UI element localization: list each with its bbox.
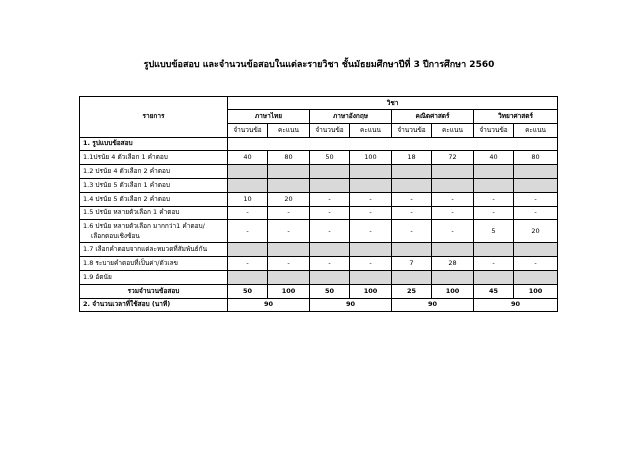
value-cell: - (474, 257, 514, 271)
value-cell (392, 243, 432, 257)
row-label-text: 1.6 ปรนัย หลายตัวเลือก มากกว่า1 คำตอบ/ (83, 222, 205, 231)
value-cell: - (432, 206, 474, 220)
row-label-text: 1.5 ปรนัย หลายตัวเลือก 1 คำตอบ (83, 208, 180, 217)
value-cell (432, 270, 474, 284)
value-cell: 80 (268, 151, 310, 165)
row-label-text: 1.9 อัตนัย (83, 272, 112, 281)
value-cell: - (514, 206, 558, 220)
time-value-cell: 90 (228, 298, 310, 312)
value-cell (514, 270, 558, 284)
value-cell: - (392, 192, 432, 206)
value-cell: - (310, 206, 350, 220)
value-cell (350, 165, 392, 179)
section-empty-cell (228, 137, 558, 151)
sub-col-score: คะแนน (514, 123, 558, 137)
table-row (80, 220, 558, 243)
row-header: รายการ (80, 97, 228, 138)
table-row (80, 206, 558, 220)
value-cell: 40 (474, 151, 514, 165)
value-cell (474, 178, 514, 192)
row-label-text: 1.1ปรนัย 4 ตัวเลือก 1 คำตอบ (83, 153, 168, 162)
value-cell (228, 178, 268, 192)
value-cell: 20 (268, 192, 310, 206)
table-row (80, 165, 558, 179)
row-label (80, 270, 228, 284)
value-cell: 80 (514, 151, 558, 165)
value-cell (514, 165, 558, 179)
sub-col-score: คะแนน (432, 123, 474, 137)
subject-header-math: คณิตศาสตร์ (392, 110, 474, 124)
value-cell: - (310, 220, 350, 243)
row-label-text: 1.3 ปรนัย 5 ตัวเลือก 1 คำตอบ (83, 180, 170, 189)
value-cell: - (228, 220, 268, 243)
value-cell: - (228, 257, 268, 271)
sub-col-score: คะแนน (350, 123, 392, 137)
value-cell: - (228, 206, 268, 220)
value-cell (310, 178, 350, 192)
value-cell: 10 (228, 192, 268, 206)
total-label: รวมจำนวนข้อสอบ (80, 284, 228, 298)
time-value-cell: 90 (310, 298, 392, 312)
value-cell (310, 270, 350, 284)
row-label (80, 243, 228, 257)
value-cell (310, 165, 350, 179)
row-label (80, 151, 228, 165)
page-title: รูปแบบข้อสอบ และจำนวนข้อสอบในแต่ละรายวิชา ชั้นมัธยมศึกษาปีที่ 3 ปีการศึกษา 2560 (143, 60, 495, 70)
value-cell: - (350, 257, 392, 271)
table-row (80, 178, 558, 192)
value-cell (392, 270, 432, 284)
total-value-cell: 100 (268, 284, 310, 298)
table-row (80, 192, 558, 206)
row-label-text: 1.4 ปรนัย 5 ตัวเลือก 2 คำตอบ (83, 194, 170, 203)
value-cell: - (350, 206, 392, 220)
total-value-cell: 100 (514, 284, 558, 298)
row-label (80, 220, 228, 243)
subject-header-english: ภาษาอังกฤษ (310, 110, 392, 124)
value-cell: - (310, 257, 350, 271)
row-label-text-cont: เลือกตอบเชิงซ้อน (91, 232, 140, 241)
value-cell: 100 (350, 151, 392, 165)
value-cell (432, 165, 474, 179)
value-cell: - (350, 192, 392, 206)
table-row (80, 270, 558, 284)
row-label (80, 178, 228, 192)
subject-header-science: วิทยาศาสตร์ (474, 110, 558, 124)
row-label (80, 165, 228, 179)
value-cell: - (392, 206, 432, 220)
sub-col-score: คะแนน (268, 123, 310, 137)
value-cell (228, 270, 268, 284)
value-cell: - (310, 192, 350, 206)
value-cell: 50 (310, 151, 350, 165)
time-label: 2. จำนวนเวลาที่ใช้สอบ (นาที) (80, 298, 228, 312)
value-cell (350, 178, 392, 192)
exam-format-table (79, 96, 558, 312)
value-cell: 18 (392, 151, 432, 165)
value-cell: - (268, 206, 310, 220)
total-row (80, 284, 558, 298)
value-cell (310, 243, 350, 257)
value-cell: 40 (228, 151, 268, 165)
value-cell: - (392, 220, 432, 243)
value-cell: - (514, 257, 558, 271)
total-value-cell: 45 (474, 284, 514, 298)
total-value-cell: 50 (228, 284, 268, 298)
table-row (80, 257, 558, 271)
value-cell: - (268, 220, 310, 243)
total-value-cell: 25 (392, 284, 432, 298)
value-cell: - (432, 220, 474, 243)
subject-group-header: วิชา (228, 97, 558, 110)
value-cell (474, 165, 514, 179)
value-cell: 7 (392, 257, 432, 271)
row-label (80, 257, 228, 271)
value-cell (228, 165, 268, 179)
value-cell (514, 178, 558, 192)
table-row (80, 243, 558, 257)
value-cell (474, 243, 514, 257)
value-cell (514, 243, 558, 257)
time-row (80, 298, 558, 312)
value-cell: - (474, 206, 514, 220)
value-cell: - (268, 257, 310, 271)
table-row (80, 151, 558, 165)
value-cell: 72 (432, 151, 474, 165)
section-row (80, 137, 558, 151)
value-cell (268, 243, 310, 257)
total-value-cell: 100 (432, 284, 474, 298)
row-label (80, 192, 228, 206)
value-cell (268, 165, 310, 179)
value-cell: 28 (432, 257, 474, 271)
value-cell: - (514, 192, 558, 206)
sub-col-count: จำนวนข้อ (310, 123, 350, 137)
row-label (80, 206, 228, 220)
total-value-cell: 50 (310, 284, 350, 298)
value-cell (474, 270, 514, 284)
value-cell: - (432, 192, 474, 206)
total-value-cell: 100 (350, 284, 392, 298)
value-cell (432, 178, 474, 192)
value-cell (392, 165, 432, 179)
row-label-text: 1.7 เลือกคำตอบจากแต่ละหมวดที่สัมพันธ์กัน (83, 245, 208, 254)
value-cell (350, 270, 392, 284)
sub-col-count: จำนวนข้อ (474, 123, 514, 137)
value-cell: 5 (474, 220, 514, 243)
row-label-text: 1.8 ระบายคำตอบที่เป็นค่า/ตัวเลข (83, 259, 179, 268)
value-cell (268, 178, 310, 192)
value-cell: 20 (514, 220, 558, 243)
value-cell: - (350, 220, 392, 243)
value-cell (350, 243, 392, 257)
value-cell (268, 270, 310, 284)
value-cell: - (474, 192, 514, 206)
subject-header-thai: ภาษาไทย (228, 110, 310, 124)
row-label-text: 1.2 ปรนัย 4 ตัวเลือก 2 คำตอบ (83, 167, 170, 176)
sub-col-count: จำนวนข้อ (228, 123, 268, 137)
value-cell (392, 178, 432, 192)
sub-col-count: จำนวนข้อ (392, 123, 432, 137)
time-value-cell: 90 (474, 298, 558, 312)
value-cell (432, 243, 474, 257)
time-value-cell: 90 (392, 298, 474, 312)
value-cell (228, 243, 268, 257)
section-label: 1. รูปแบบข้อสอบ (80, 137, 228, 151)
